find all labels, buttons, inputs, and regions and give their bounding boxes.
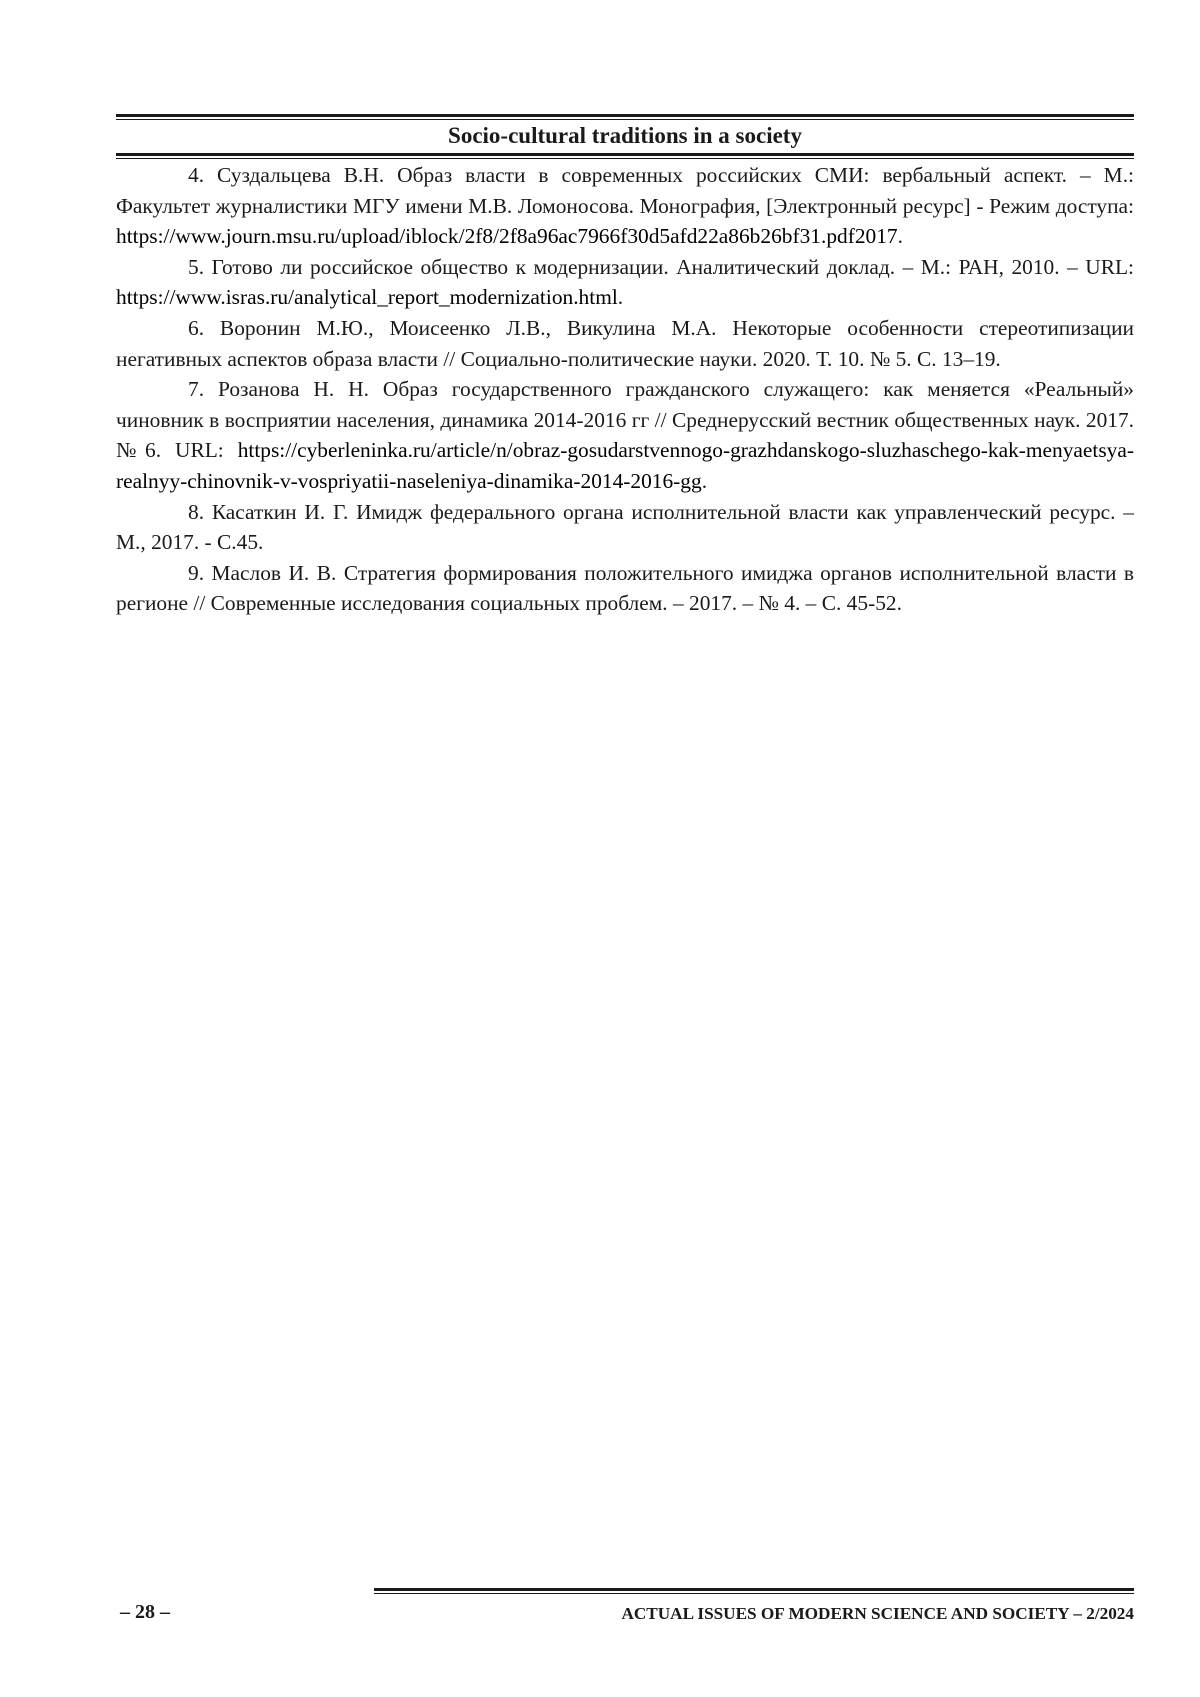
header-bottom-rule (116, 153, 1134, 156)
journal-name: ACTUAL ISSUES OF MODERN SCIENCE AND SOCIETY – 2/2024 (621, 1604, 1134, 1623)
reference-item (116, 497, 1134, 558)
reference-trailing-punctuation: . (897, 224, 903, 249)
reference-text: 7. Розанова Н. Н. Образ государственного гражданского служащего: как меняется «Реальный» чиновник в восприятии населения, динамика 2014-2016 гг // Среднерусский вестник общественных наук. 2017. №6. URL: (116, 377, 1134, 463)
reference-url-link[interactable]: https://www.journ.msu.ru/upload/iblock/2f8/2f8a96ac7966f30d5afd22a86b26bf31.pdf2017 (116, 224, 898, 249)
reference-text: 6. Воронин М.Ю., Моисеенко Л.В., Викулина М.А. Некоторые особенности стереотипизации негативных аспектов образа власти // Социально-политические науки. 2020. Т. 10. № 5. С. 13–19. (116, 315, 1134, 371)
reference-text: 4. Суздальцева В.Н. Образ власти в современных российских СМИ: вербальный аспект. – М.: Факультет журналистики МГУ имени М.В. Ломоносова. Монография, [Электронный ресурс] - Режим доступа: (116, 163, 1134, 218)
reference-trailing-punctuation: . (617, 285, 624, 310)
section-title: Socio-cultural traditions in a society (448, 123, 802, 148)
footer-rule-thin (374, 1593, 1134, 1594)
reference-item (116, 558, 1134, 619)
header-top-rule (116, 114, 1134, 117)
header-top-rule-thin (116, 119, 1134, 120)
reference-item (116, 374, 1134, 496)
reference-item (116, 160, 1134, 252)
reference-url-link[interactable]: https://cyberleninka.ru/article/n/obraz-gosudarstvennogo-grazhdanskogo-sluzhaschego-kak-menyaetsya-realnyy-chinovnik-v-vospriyatii-naseleniya-dinamika-2014-2016-gg (116, 438, 1134, 493)
footer-rule-thick (374, 1588, 1134, 1591)
reference-list (116, 160, 1134, 619)
header-bottom-rule-thin (116, 158, 1134, 159)
page-number: – 28 – (120, 1601, 170, 1623)
reference-trailing-punctuation: . (701, 468, 708, 493)
reference-item (116, 252, 1134, 313)
running-footer (116, 1588, 1134, 1628)
reference-text: 8. Касаткин И. Г. Имидж федерального органа исполнительной власти как управленческий ресурс. – М., 2017. - С.45. (116, 499, 1134, 555)
reference-text: 9. Маслов И. В. Стратегия формирования положительного имиджа органов исполнительной власти в регионе // Современные исследования социальных проблем. – 2017. – № 4. – С. 45-52. (116, 560, 1134, 616)
running-header (116, 114, 1134, 159)
reference-text: 5. Готово ли российское общество к модернизации. Аналитический доклад. – М.: РАН, 2010. – URL: (188, 254, 1134, 279)
footer-rule (374, 1588, 1134, 1594)
reference-item (116, 313, 1134, 374)
reference-url-link[interactable]: https://www.isras.ru/analytical_report_modernization.html (116, 285, 618, 310)
